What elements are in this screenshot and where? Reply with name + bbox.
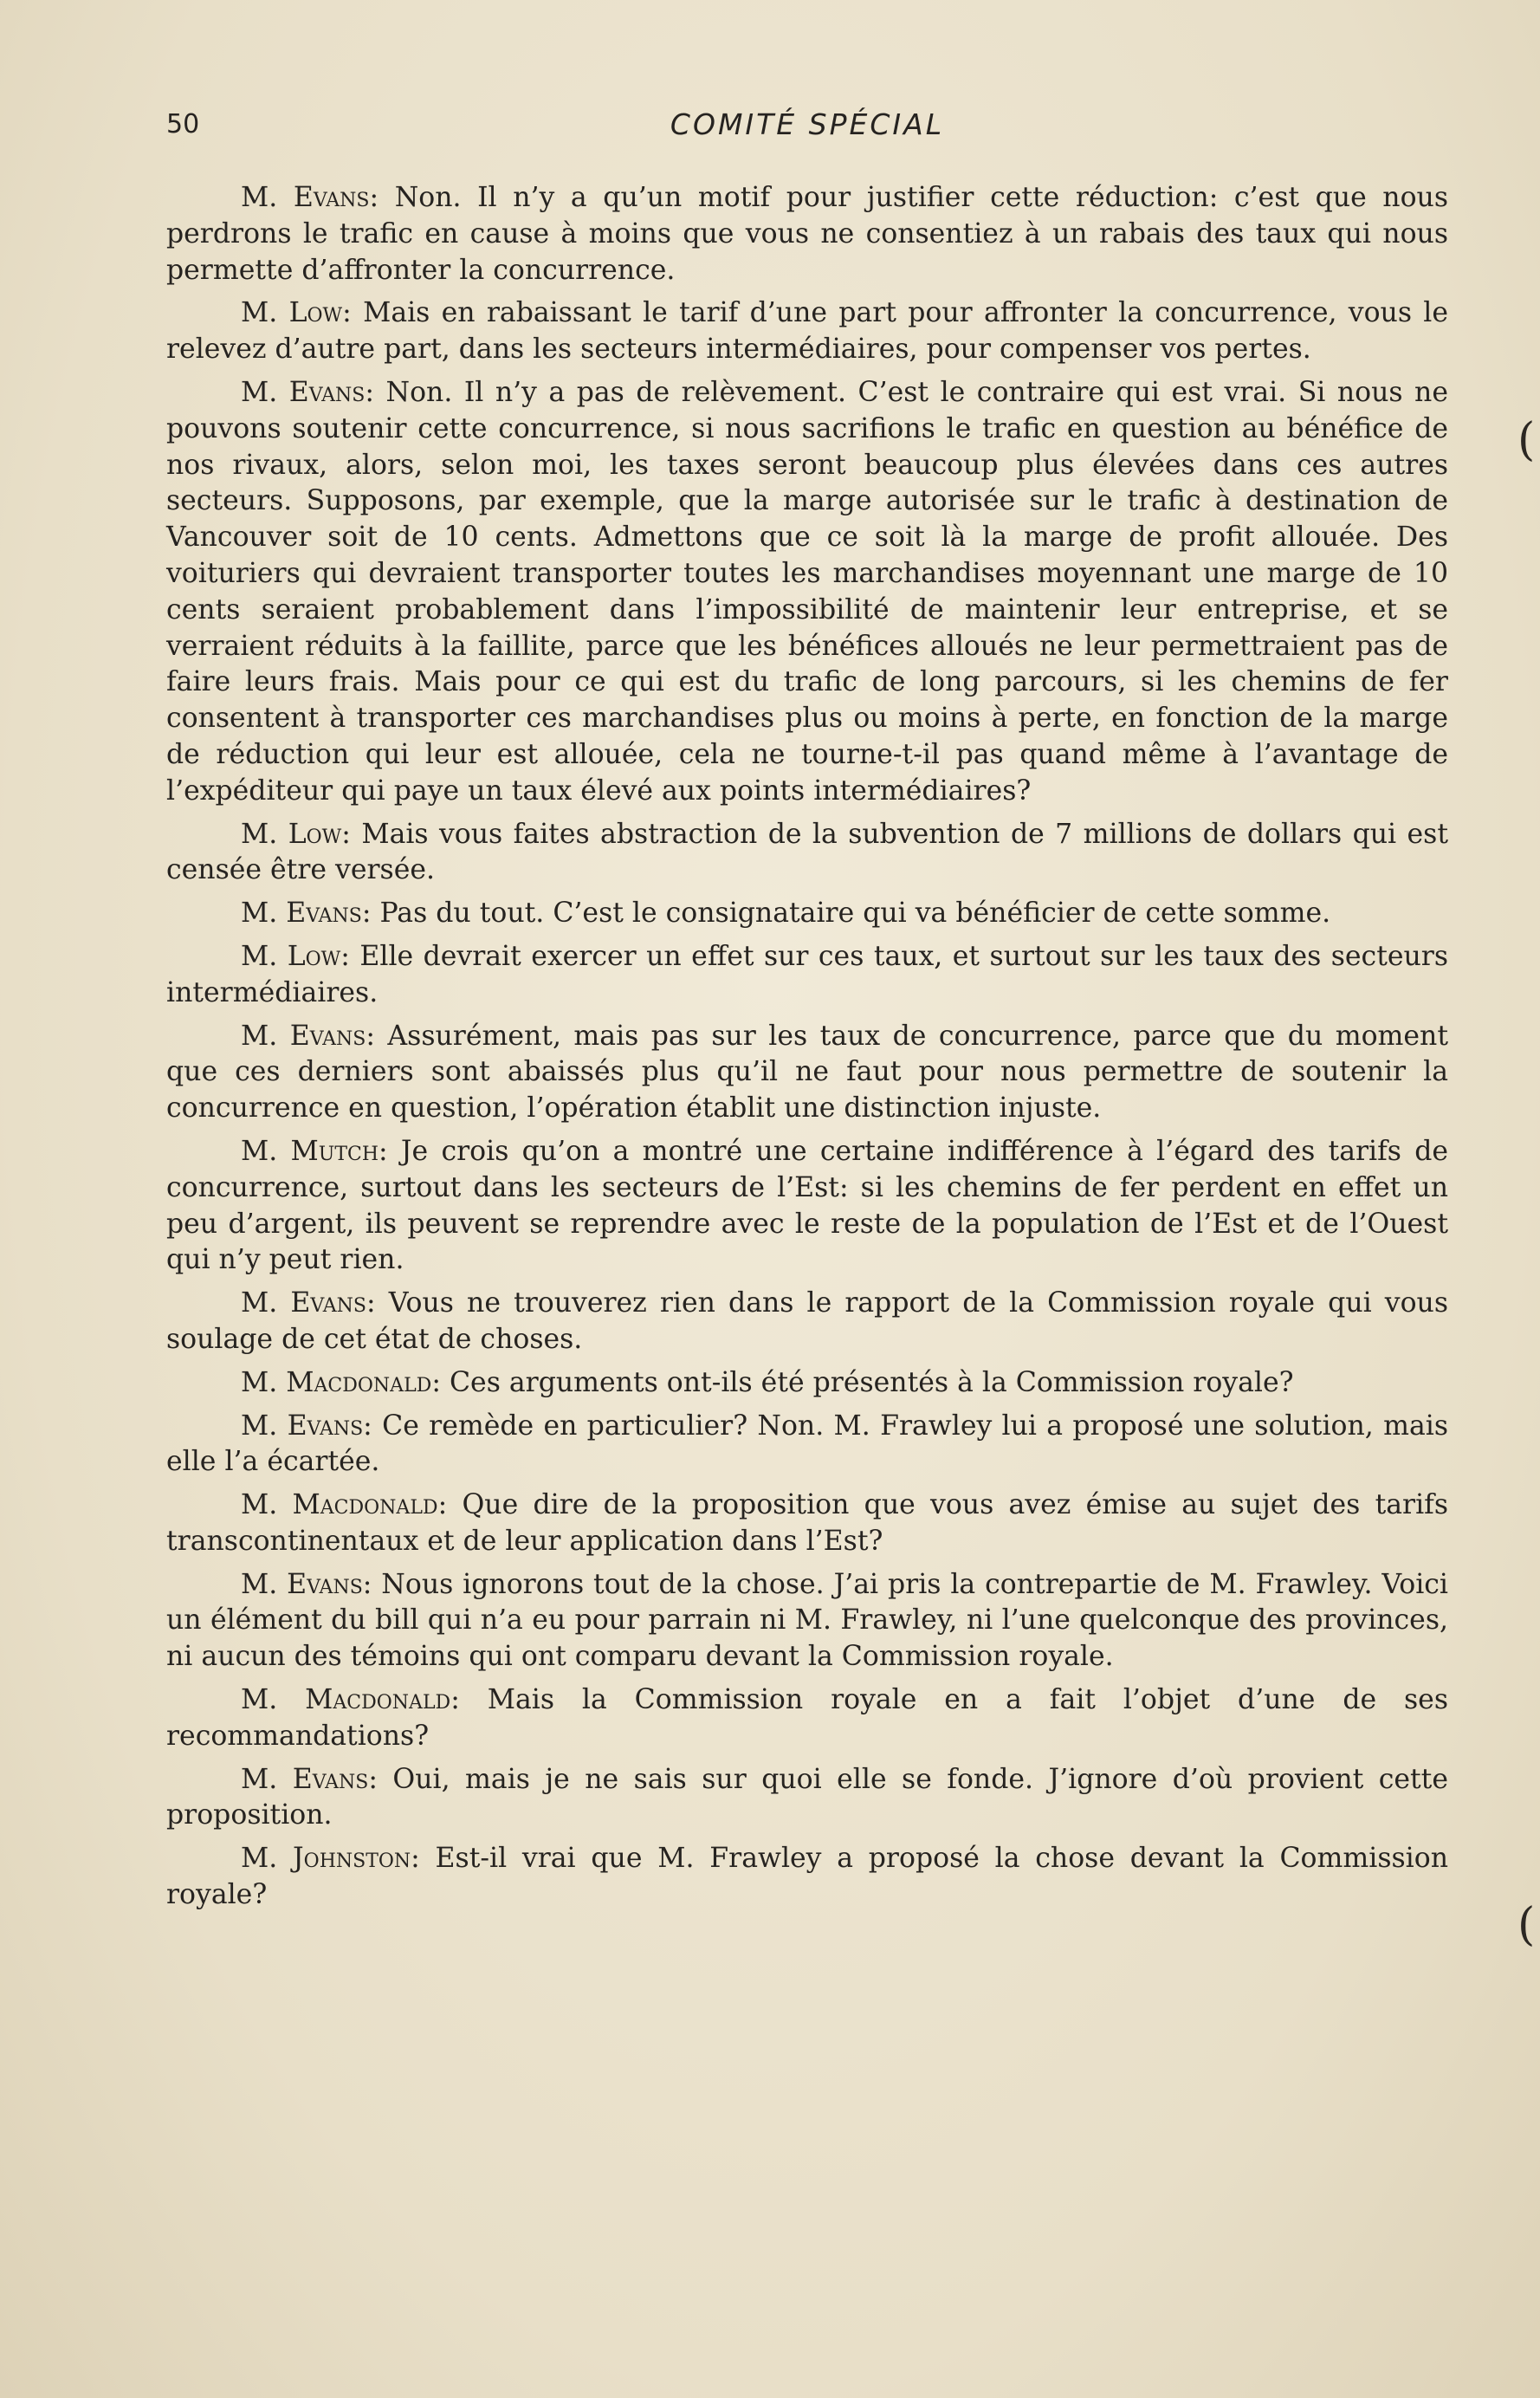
transcript-paragraph (166, 1134, 1448, 1279)
speaker-label: M. Macdonald: (241, 1489, 448, 1521)
transcript-paragraph (166, 375, 1448, 810)
transcript-paragraph (166, 1762, 1448, 1835)
paragraph-text: Mais en rabaissant le tarif d’une part pour affronter la concurrence, vous le relevez d’autre part, dans les secteurs intermédiaires, pour compenser vos pertes. (166, 297, 1448, 366)
transcript-paragraph (166, 1409, 1448, 1481)
paragraph-text: Mais la Commission royale en a fait l’objet d’une de ses recommandations? (166, 1684, 1448, 1752)
speaker-label: M. Evans: (241, 1410, 372, 1442)
speaker-label: M. Evans: (241, 1763, 378, 1795)
paragraph-text: Non. Il n’y a qu’un motif pour justifier cette réduction: c’est que nous perdrons le trafic en cause à moins que vous ne consentiez à un rabais des taux qui nous permette d’affronter la concurrence. (166, 182, 1449, 286)
document-page (166, 102, 1448, 1921)
margin-bracket-mark: ( (1517, 1899, 1536, 1951)
margin-bracket-mark: ( (1517, 414, 1536, 466)
paragraph-text: Assurément, mais pas sur les taux de concurrence, parce que du moment que ces derniers sont abaissés plus qu’il ne faut pour nous permettre de soutenir la concurrence en question, l’opération établit une distinction injuste. (166, 1020, 1449, 1124)
transcript-paragraph (166, 295, 1448, 368)
transcript-paragraph (166, 817, 1448, 890)
speaker-label: M. Low: (241, 940, 350, 972)
paragraph-text: Elle devrait exercer un effet sur ces taux, et surtout sur les taux des secteurs intermédiaires. (166, 940, 1449, 1008)
paragraph-text: Je crois qu’on a montré une certaine indifférence à l’égard des tarifs de concurrence, surtout dans les secteurs de l’Est: si les chemins de fer perdent en effet un peu d’argent, ils peuvent se reprendre avec le reste de la population de l’Est et de l’Ouest qui n’y peut rien. (166, 1135, 1449, 1276)
transcript-paragraph (166, 1841, 1448, 1914)
paragraph-text: Non. Il n’y a pas de relèvement. C’est le contraire qui est vrai. Si nous ne pouvons soutenir cette concurrence, si nous sacrifions le trafic en question au bénéfice de nos rivaux, alors, selon moi, les taxes seront beaucoup plus élevées dans ces autres secteurs. Supposons, par exemple, que la marge autorisée sur le trafic à destination de Vancouver soit de 10 cents. Admettons que ce soit là la marge de profit allouée. Des voituriers qui devraient transporter toutes les marchandises moyennant une marge de 10 cents seraient probablement dans l’impossibilité de maintenir leur entreprise, et se verraient réduits à la faillite, parce que les bénéfices alloués ne leur permettraient pas de faire leurs frais. Mais pour ce qui est du trafic de long parcours, si les chemins de fer consentent à transporter ces marchandises plus ou moins à perte, en fonction de la marge de réduction qui leur est allouée, cela ne tourne-t-il pas quand même à l’avantage de l’expéditeur qui paye un taux élevé aux points intermédiaires? (166, 376, 1448, 807)
speaker-label: M. Low: (241, 297, 352, 329)
paragraph-text: Ces arguments ont-ils été présentés à la Commission royale? (449, 1366, 1294, 1398)
transcript-paragraph (166, 1567, 1448, 1675)
page-header (166, 102, 1448, 152)
paragraph-text: Mais vous faites abstraction de la subvention de 7 millions de dollars qui est censée être versée. (166, 818, 1448, 886)
speaker-label: M. Evans: (241, 182, 379, 213)
paragraph-text: Nous ignorons tout de la chose. J’ai pris la contrepartie de M. Frawley. Voici un élément du bill qui n’a eu pour parrain ni M. Frawley, ni l’une quelconque des provinces, ni aucun des témoins qui ont comparu devant la Commission royale. (166, 1568, 1448, 1673)
paragraph-text: Ce remède en particulier? Non. M. Frawley lui a proposé une solution, mais elle l’a écartée. (166, 1410, 1448, 1478)
transcript-body (166, 180, 1448, 1914)
speaker-label: M. Evans: (241, 376, 374, 408)
transcript-paragraph (166, 939, 1448, 1012)
speaker-label: M. Low: (241, 818, 351, 850)
paragraph-text: Vous ne trouverez rien dans le rapport de la Commission royale qui vous soulage de cet état de choses. (166, 1287, 1448, 1355)
running-title: COMITÉ SPÉCIAL (670, 107, 945, 141)
speaker-label: M. Johnston: (241, 1843, 420, 1875)
speaker-label: M. Mutch: (241, 1135, 388, 1167)
speaker-label: M. Macdonald: (241, 1684, 460, 1716)
transcript-paragraph (166, 896, 1448, 932)
speaker-label: M. Macdonald: (241, 1366, 441, 1398)
transcript-paragraph (166, 1487, 1448, 1560)
transcript-paragraph (166, 180, 1448, 288)
transcript-paragraph (166, 1682, 1448, 1755)
speaker-label: M. Evans: (241, 1020, 375, 1052)
transcript-paragraph (166, 1286, 1448, 1358)
paragraph-text: Est-il vrai que M. Frawley a proposé la chose devant la Commission royale? (166, 1843, 1448, 1911)
transcript-paragraph (166, 1019, 1448, 1127)
paragraph-text: Que dire de la proposition que vous avez émise au sujet des tarifs transcontinentaux et de leur application dans l’Est? (166, 1489, 1448, 1557)
speaker-label: M. Evans: (241, 1568, 372, 1600)
paragraph-text: Oui, mais je ne sais sur quoi elle se fonde. J’ignore d’où provient cette proposition. (166, 1763, 1448, 1831)
page-number: 50 (166, 109, 200, 139)
transcript-paragraph (166, 1365, 1448, 1402)
paragraph-text: Pas du tout. C’est le consignataire qui va bénéficier de cette somme. (379, 898, 1331, 930)
speaker-label: M. Evans: (241, 898, 372, 930)
speaker-label: M. Evans: (241, 1287, 376, 1319)
